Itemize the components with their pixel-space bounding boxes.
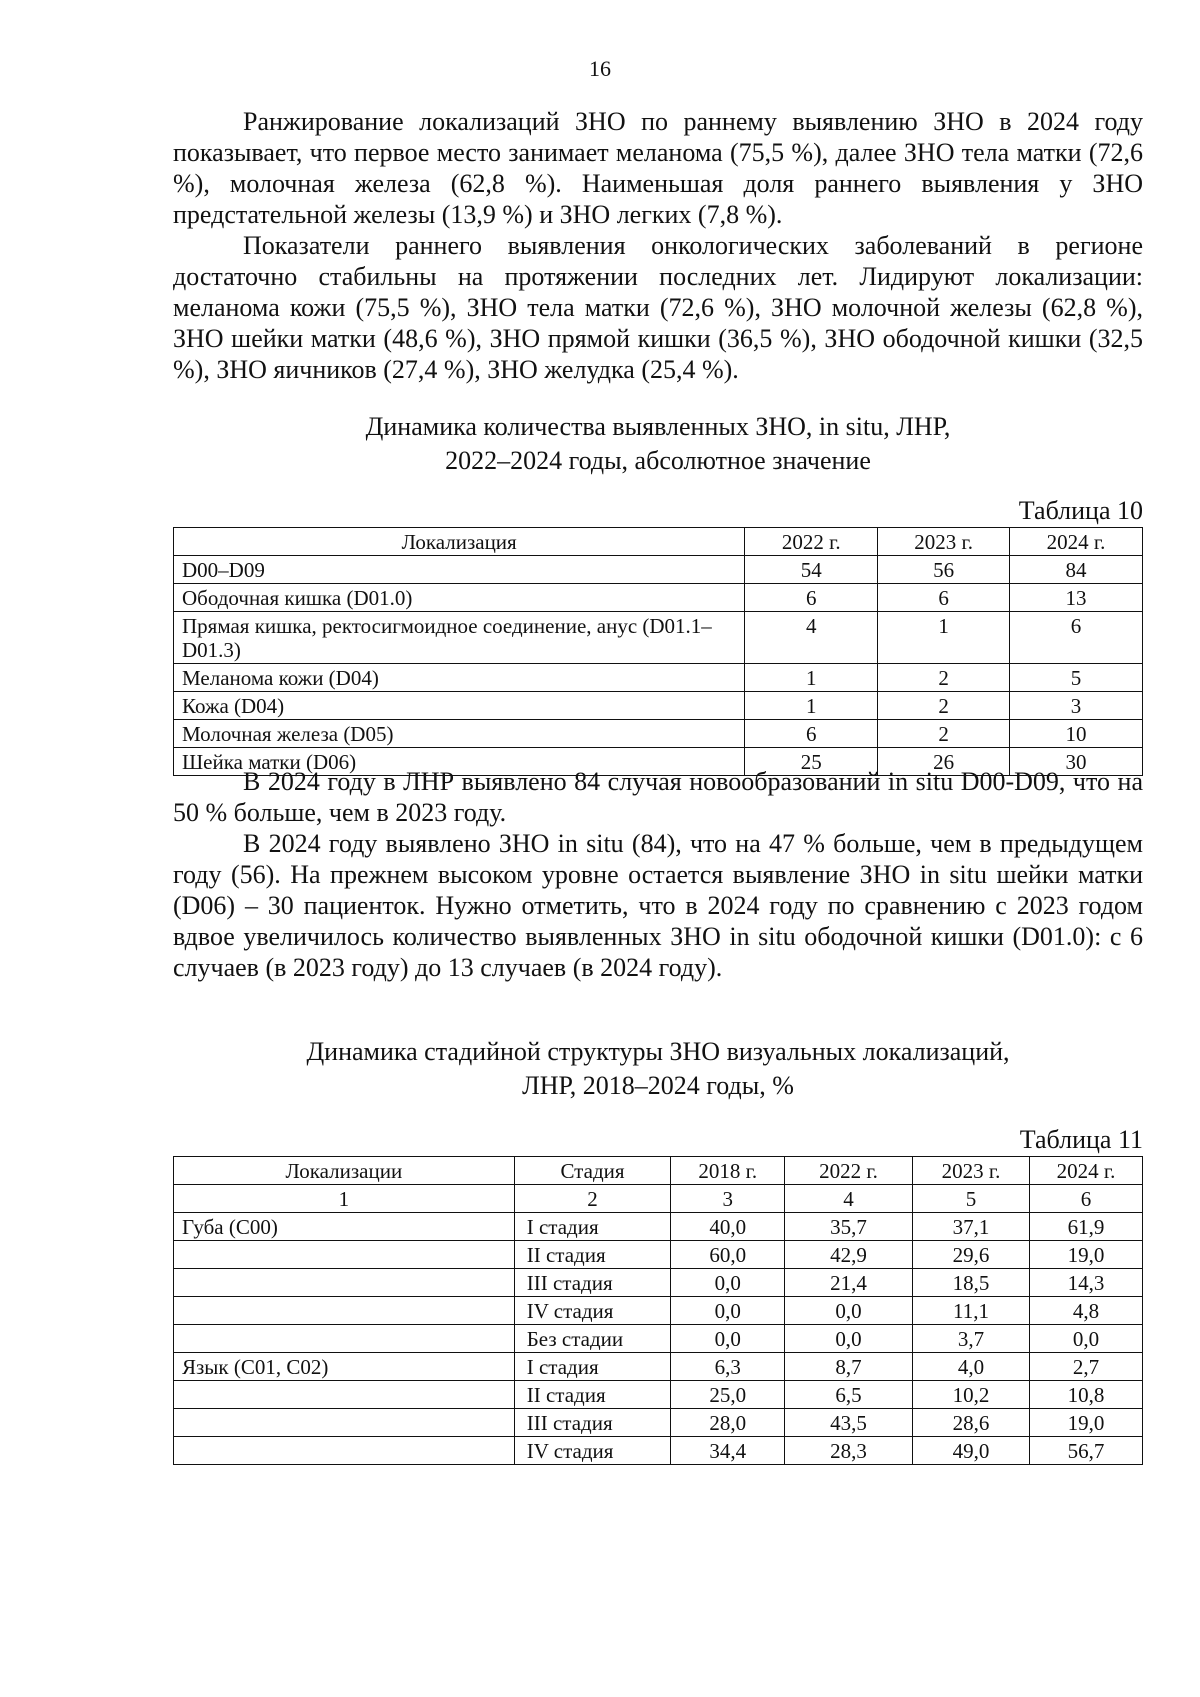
table-cell: D00–D09 [174,556,745,584]
table-cell: 1 [745,692,878,720]
table-row [174,1213,1143,1241]
table-cell [174,1381,515,1409]
table-cell: 40,0 [671,1213,785,1241]
table11-header-stage: Стадия [514,1157,671,1185]
table11-title [173,1035,1143,1103]
table-cell: Прямая кишка, ректосигмоидное соединение, анус (D01.1–D01.3) [174,612,745,664]
table11-column-number-row [174,1185,1143,1213]
table-row [174,1381,1143,1409]
table10-label: Таблица 10 [1018,496,1143,525]
table-cell: Язык (C01, C02) [174,1353,515,1381]
intro-text [173,106,1143,385]
table-cell: 56 [878,556,1010,584]
table-cell: 0,0 [1030,1325,1143,1353]
table-cell: III стадия [514,1269,671,1297]
table11-column-number: 4 [785,1185,913,1213]
table-cell: IV стадия [514,1297,671,1325]
table-cell: Кожа (D04) [174,692,745,720]
table-cell: 28,3 [785,1437,913,1465]
table-cell: 3 [1010,692,1143,720]
table11-header-localization: Локализации [174,1157,515,1185]
table-cell: II стадия [514,1241,671,1269]
table-row [174,584,1143,612]
table11-header-2022: 2022 г. [785,1157,913,1185]
table-cell: 37,1 [912,1213,1029,1241]
table-row [174,1353,1143,1381]
table11-column-number: 2 [514,1185,671,1213]
table-cell: 34,4 [671,1437,785,1465]
middle-text [173,766,1143,983]
table-cell: I стадия [514,1213,671,1241]
table-cell: 84 [1010,556,1143,584]
table10-title-line1: Динамика количества выявленных ЗНО, in situ, ЛНР, [365,412,951,441]
table-cell: 28,6 [912,1409,1029,1437]
paragraph: В 2024 году выявлено ЗНО in situ (84), что на 47 % больше, чем в предыдущем году (56). На прежнем высоком уровне остается выявление ЗНО in situ шейки матки (D06) – 30 пациенток. Нужно отметить, что в 2024 году по сравнению с 2023 годом вдвое увеличилось количество выявленных ЗНО in situ ободочной кишки (D01.0): с 6 случаев (в 2023 году) до 13 случаев (в 2024 году). [173,829,1143,982]
table-cell: 29,6 [912,1241,1029,1269]
table11-column-number: 3 [671,1185,785,1213]
table-cell: Губа (C00) [174,1213,515,1241]
table10-header-2024: 2024 г. [1010,528,1143,556]
table-cell: Ободочная кишка (D01.0) [174,584,745,612]
table-cell: 30 [1010,748,1143,776]
table-row [174,1437,1143,1465]
table-cell: 21,4 [785,1269,913,1297]
table-cell: Без стадии [514,1325,671,1353]
paragraph: Показатели раннего выявления онкологических заболеваний в регионе достаточно стабильны на протяжении последних лет. Лидируют локализации: меланома кожи (75,5 %), ЗНО тела матки (72,6 %), ЗНО молочной железы (62,8 %), ЗНО шейки матки (48,6 %), ЗНО прямой кишки (36,5 %), ЗНО ободочной кишки (32,5 %), ЗНО яичников (27,4 %), ЗНО желудка (25,4 %). [173,231,1143,384]
table-row [174,1297,1143,1325]
table-cell: Шейка матки (D06) [174,748,745,776]
table-cell: 25,0 [671,1381,785,1409]
paragraph: В 2024 году в ЛНР выявлено 84 случая новообразований in situ D00-D09, что на 50 % больше, чем в 2023 году. [173,767,1143,827]
table11-title-line1: Динамика стадийной структуры ЗНО визуальных локализаций, [306,1037,1010,1066]
table-cell [174,1437,515,1465]
table-row [174,720,1143,748]
table-cell: 2 [878,692,1010,720]
table-cell: 2 [878,664,1010,692]
table-cell: 25 [745,748,878,776]
table-cell: 6 [745,584,878,612]
table11-header-row [174,1157,1143,1185]
table11-title-line2: ЛНР, 2018–2024 годы, % [522,1071,794,1100]
table-cell: 54 [745,556,878,584]
table-cell: 0,0 [785,1325,913,1353]
table11-column-number: 1 [174,1185,515,1213]
table10-title [173,410,1143,478]
table-cell: 60,0 [671,1241,785,1269]
table-row [174,1241,1143,1269]
table-cell: 8,7 [785,1353,913,1381]
table-cell: 14,3 [1030,1269,1143,1297]
table-cell: 61,9 [1030,1213,1143,1241]
table-cell: 56,7 [1030,1437,1143,1465]
table-cell [174,1269,515,1297]
table-cell [174,1241,515,1269]
table-row [174,612,1143,664]
table-row [174,1409,1143,1437]
table-cell: 1 [745,664,878,692]
table-cell: 11,1 [912,1297,1029,1325]
table-cell: 10,8 [1030,1381,1143,1409]
table11-column-number: 5 [912,1185,1029,1213]
table-cell: IV стадия [514,1437,671,1465]
table10 [173,527,1143,776]
table11-header-2018: 2018 г. [671,1157,785,1185]
table-cell: 4 [745,612,878,664]
table-cell: 3,7 [912,1325,1029,1353]
table-cell: I стадия [514,1353,671,1381]
table-cell: 6 [878,584,1010,612]
table11-body [174,1213,1143,1465]
table11-header-2023: 2023 г. [912,1157,1029,1185]
table10-header-localization: Локализация [174,528,745,556]
table-cell [174,1325,515,1353]
table-cell: 19,0 [1030,1241,1143,1269]
table10-header-row [174,528,1143,556]
table-cell: 2 [878,720,1010,748]
table-row [174,1269,1143,1297]
table10-title-line2: 2022–2024 годы, абсолютное значение [445,446,871,475]
table-cell: 4,0 [912,1353,1029,1381]
table-cell: 0,0 [671,1297,785,1325]
table-cell: 10 [1010,720,1143,748]
table-cell: 2,7 [1030,1353,1143,1381]
table-cell: 4,8 [1030,1297,1143,1325]
table-cell: 6 [1010,612,1143,664]
table-cell: 18,5 [912,1269,1029,1297]
table-row [174,692,1143,720]
table-cell: 43,5 [785,1409,913,1437]
table-cell: 28,0 [671,1409,785,1437]
paragraph: Ранжирование локализаций ЗНО по раннему выявлению ЗНО в 2024 году показывает, что первое место занимает меланома (75,5 %), далее ЗНО тела матки (72,6 %), молочная железа (62,8 %). Наименьшая доля раннего выявления у ЗНО предстательной железы (13,9 %) и ЗНО легких (7,8 %). [173,107,1143,229]
table11 [173,1156,1143,1465]
table-row [174,664,1143,692]
table-row [174,556,1143,584]
table-cell: 42,9 [785,1241,913,1269]
table-cell: 6,5 [785,1381,913,1409]
table-cell: 19,0 [1030,1409,1143,1437]
table-cell: 0,0 [671,1325,785,1353]
table-cell: 49,0 [912,1437,1029,1465]
table-cell: 6 [745,720,878,748]
table-cell: Меланома кожи (D04) [174,664,745,692]
table-cell: 35,7 [785,1213,913,1241]
table11-header-2024: 2024 г. [1030,1157,1143,1185]
table10-header-2022: 2022 г. [745,528,878,556]
table10-header-2023: 2023 г. [878,528,1010,556]
table-cell [174,1297,515,1325]
table-cell: 6,3 [671,1353,785,1381]
table10-body [174,556,1143,776]
table11-label: Таблица 11 [1019,1125,1143,1154]
table-cell: 26 [878,748,1010,776]
table-cell: 0,0 [671,1269,785,1297]
table-cell: 10,2 [912,1381,1029,1409]
table11-column-number: 6 [1030,1185,1143,1213]
table-cell: 1 [878,612,1010,664]
page-number: 16 [589,56,611,81]
table-cell: 5 [1010,664,1143,692]
table-cell: 0,0 [785,1297,913,1325]
table-cell: Молочная железа (D05) [174,720,745,748]
table-row [174,1325,1143,1353]
table-cell: II стадия [514,1381,671,1409]
table-cell: III стадия [514,1409,671,1437]
table-cell: 13 [1010,584,1143,612]
table-cell [174,1409,515,1437]
